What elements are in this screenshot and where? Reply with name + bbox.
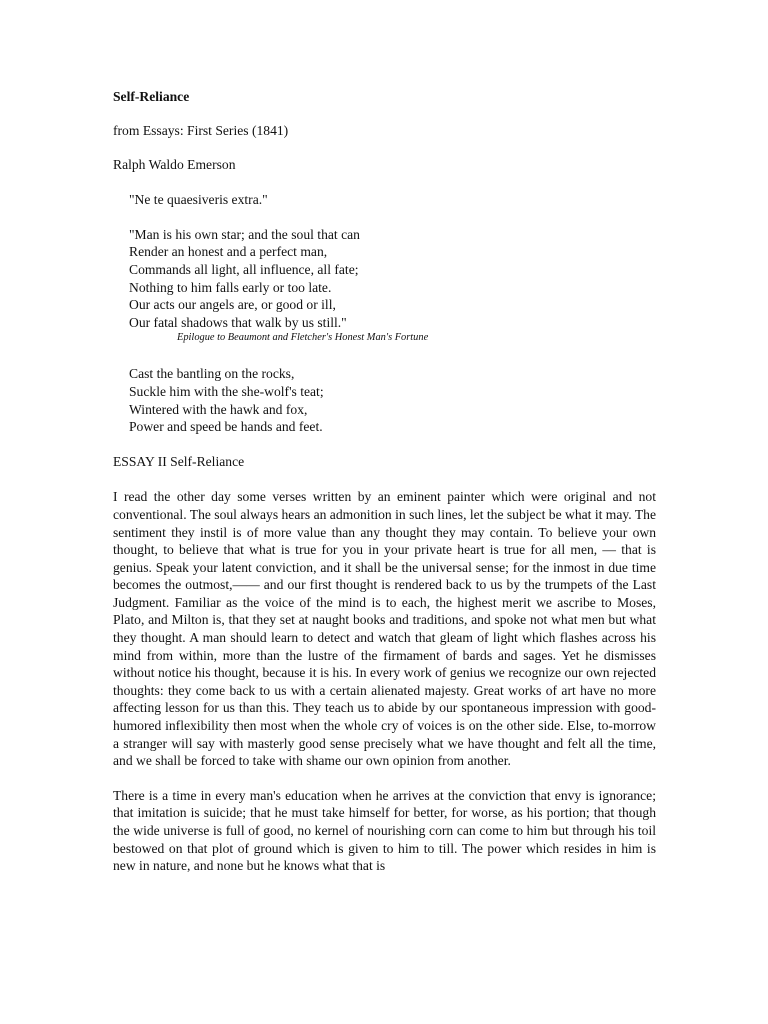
poem-one (113, 226, 656, 346)
poem-one-line: Our acts our angels are, or good or ill, (129, 297, 336, 313)
poem-two-line: Cast the bantling on the rocks, (129, 366, 295, 382)
body-paragraph: I read the other day some verses written by an eminent painter which were original and not conventional. The soul always hears an admonition in such lines, let the subject be what it may. The sentiment they instil is of more value than any thought they may contain. To believe your own thought, to believe that what is true for you in your private heart is true for all men, — that is genius. Speak your latent conviction, and it shall be the universal sense; for the inmost in due time becomes the outmost,—— and our first thought is rendered back to us by the trumpets of the Last Judgment. Familiar as the voice of the mind is to each, the highest merit we ascribe to Moses, Plato, and Milton is, that they set at naught books and traditions, and spoke not what men but what they thought. A man should learn to detect and watch that gleam of light which flashes across his mind from within, more than the lustre of the firmament of bards and sages. Yet he dismisses without notice his thought, because it is his. In every work of genius we recognize our own rejected thoughts: they come back to us with a certain alienated majesty. Great works of art have no more affecting lesson for us than this. They teach us to abide by our spontaneous impression with good-humored inflexibility then most when the whole cry of voices is on the other side. Else, to-morrow a stranger will say with masterly good sense precisely what we have thought and felt all the time, and we shall be forced to take with shame our own opinion from another. (113, 489, 656, 769)
poem-two (113, 365, 656, 435)
document-author: Ralph Waldo Emerson (113, 156, 236, 172)
poem-one-attribution: Epilogue to Beaumont and Fletcher's Honest Man's Fortune (177, 332, 429, 344)
document-page (113, 88, 656, 875)
poem-one-line: Render an honest and a perfect man, (129, 244, 328, 260)
body-paragraph: There is a time in every man's education when he arrives at the conviction that envy is ignorance; that imitation is suicide; that he must take himself for better, for worse, as his portion; that though the wide universe is full of good, no kernel of nourishing corn can come to him but through his toil bestowed on that plot of ground which is given to him to till. The power which resides in him is new in nature, and none but he knows what that is (113, 787, 656, 874)
poem-two-line: Wintered with the hawk and fox, (129, 401, 308, 417)
poem-one-line: Nothing to him falls early or too late. (129, 279, 332, 295)
latin-epigraph: "Ne te quaesiveris extra." (129, 192, 268, 208)
document-title: Self-Reliance (113, 89, 190, 104)
poem-two-line: Suckle him with the she-wolf's teat; (129, 383, 324, 399)
essay-heading: ESSAY II Self-Reliance (113, 453, 245, 469)
document-source: from Essays: First Series (1841) (113, 123, 289, 138)
poem-one-line: Commands all light, all influence, all fate; (129, 261, 359, 277)
poem-one-line: "Man is his own star; and the soul that can (129, 226, 360, 242)
poem-two-line: Power and speed be hands and feet. (129, 419, 323, 435)
poem-one-line: Our fatal shadows that walk by us still." (129, 314, 347, 330)
